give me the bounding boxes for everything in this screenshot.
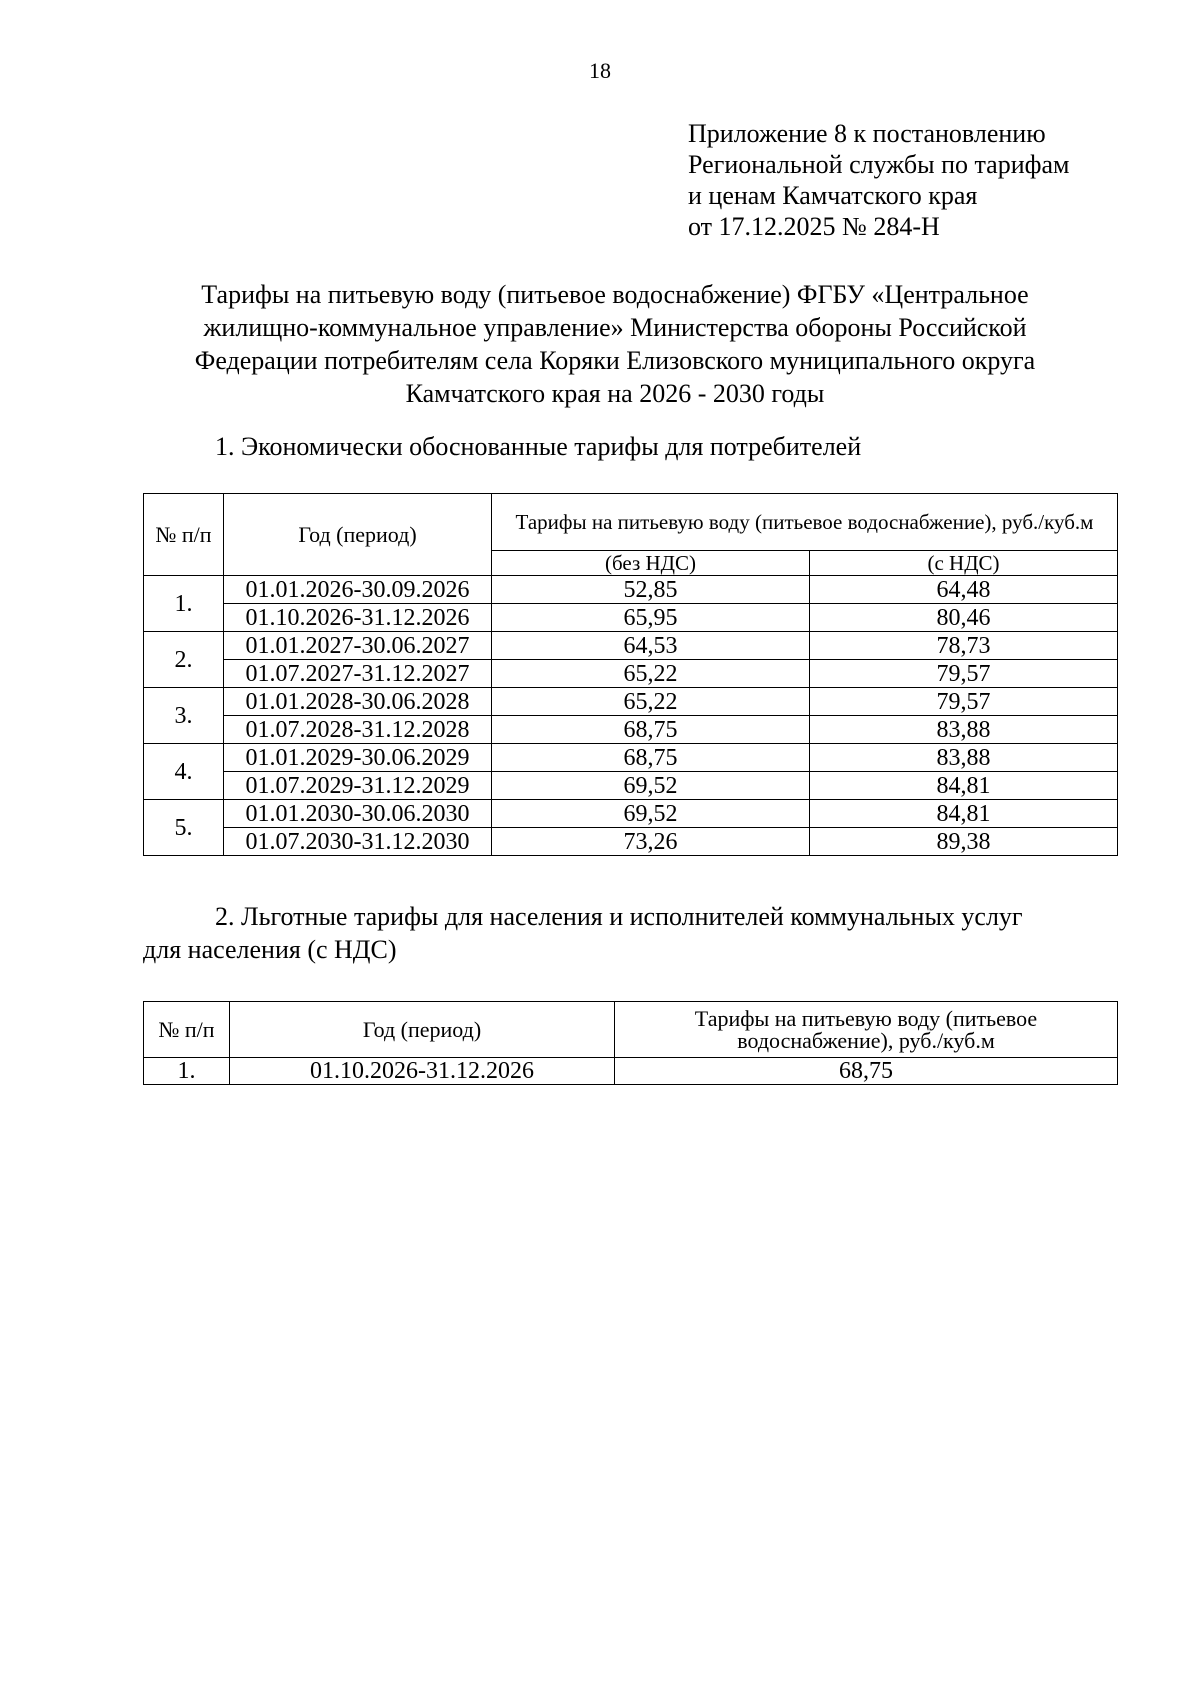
tariff-without-vat: 65,95 xyxy=(492,604,810,632)
tariff-value: 68,75 xyxy=(615,1058,1118,1085)
title-line: Камчатского края на 2026 - 2030 годы xyxy=(405,379,825,408)
tariff-with-vat: 83,88 xyxy=(810,744,1118,772)
row-number: 2. xyxy=(144,632,224,688)
tariff-with-vat: 83,88 xyxy=(810,716,1118,744)
col-header-tariff: Тарифы на питьевую воду (питьевое водоснабжение), руб./куб.м xyxy=(615,1002,1118,1058)
period-cell: 01.07.2028-31.12.2028 xyxy=(224,716,492,744)
tariff-without-vat: 52,85 xyxy=(492,576,810,604)
row-number: 1. xyxy=(144,576,224,632)
tariff-with-vat: 89,38 xyxy=(810,828,1118,856)
col-header-without-vat: (без НДС) xyxy=(492,551,810,576)
table-row xyxy=(144,772,1118,800)
period-cell: 01.01.2030-30.06.2030 xyxy=(224,800,492,828)
tariff-without-vat: 68,75 xyxy=(492,716,810,744)
tariff-without-vat: 69,52 xyxy=(492,772,810,800)
row-number: 1. xyxy=(144,1058,230,1085)
table-row xyxy=(144,604,1118,632)
period-cell: 01.01.2027-30.06.2027 xyxy=(224,632,492,660)
col-header-num: № п/п xyxy=(144,1002,230,1058)
col-header-tariff: Тарифы на питьевую воду (питьевое водоснабжение), руб./куб.м xyxy=(492,494,1118,551)
appendix-line: Приложение 8 к постановлению xyxy=(688,119,1046,148)
table-row xyxy=(144,716,1118,744)
tariff-with-vat: 79,57 xyxy=(810,688,1118,716)
tariff-without-vat: 64,53 xyxy=(492,632,810,660)
title-line: жилищно-коммунальное управление» Министерства обороны Российской xyxy=(203,313,1027,342)
tariff-without-vat: 68,75 xyxy=(492,744,810,772)
tariff-without-vat: 73,26 xyxy=(492,828,810,856)
document-title xyxy=(150,278,1080,410)
table-row xyxy=(144,660,1118,688)
appendix-line: Региональной службы по тарифам xyxy=(688,150,1070,179)
appendix-reference xyxy=(688,118,1069,242)
economic-tariffs-table xyxy=(143,493,1118,856)
period-cell: 01.07.2027-31.12.2027 xyxy=(224,660,492,688)
tariff-with-vat: 79,57 xyxy=(810,660,1118,688)
row-number: 4. xyxy=(144,744,224,800)
section1-heading: 1. Экономически обоснованные тарифы для потребителей xyxy=(215,432,862,461)
preferential-tariffs-table xyxy=(143,1001,1118,1085)
col-header-num: № п/п xyxy=(144,494,224,576)
period-cell: 01.10.2026-31.12.2026 xyxy=(230,1058,615,1085)
tariff-with-vat: 84,81 xyxy=(810,800,1118,828)
tariff-with-vat: 84,81 xyxy=(810,772,1118,800)
title-line: Тарифы на питьевую воду (питьевое водоснабжение) ФГБУ «Центральное xyxy=(201,280,1029,309)
row-number: 5. xyxy=(144,800,224,856)
tariff-without-vat: 65,22 xyxy=(492,660,810,688)
table-row xyxy=(144,828,1118,856)
table-row xyxy=(144,744,1118,772)
period-cell: 01.01.2026-30.09.2026 xyxy=(224,576,492,604)
table-row xyxy=(144,800,1118,828)
tariff-with-vat: 64,48 xyxy=(810,576,1118,604)
col-header-period: Год (период) xyxy=(230,1002,615,1058)
tariff-with-vat: 80,46 xyxy=(810,604,1118,632)
tariff-without-vat: 65,22 xyxy=(492,688,810,716)
appendix-line: и ценам Камчатского края xyxy=(688,181,978,210)
table-row xyxy=(144,1058,1118,1085)
period-cell: 01.07.2030-31.12.2030 xyxy=(224,828,492,856)
col-header-period: Год (период) xyxy=(224,494,492,576)
table-row xyxy=(144,688,1118,716)
section2-heading-line: для населения (с НДС) xyxy=(143,935,397,964)
appendix-line: от 17.12.2025 № 284-Н xyxy=(688,212,940,241)
period-cell: 01.07.2029-31.12.2029 xyxy=(224,772,492,800)
tariff-with-vat: 78,73 xyxy=(810,632,1118,660)
period-cell: 01.10.2026-31.12.2026 xyxy=(224,604,492,632)
title-line: Федерации потребителям села Коряки Елизовского муниципального округа xyxy=(194,346,1036,375)
period-cell: 01.01.2028-30.06.2028 xyxy=(224,688,492,716)
section2-heading xyxy=(143,900,1103,966)
page-number: 18 xyxy=(589,58,611,83)
period-cell: 01.01.2029-30.06.2029 xyxy=(224,744,492,772)
tariff-without-vat: 69,52 xyxy=(492,800,810,828)
row-number: 3. xyxy=(144,688,224,744)
col-header-with-vat: (с НДС) xyxy=(810,551,1118,576)
table-row xyxy=(144,576,1118,604)
section2-heading-line: 2. Льготные тарифы для населения и исполнителей коммунальных услуг xyxy=(215,902,1023,931)
table-row xyxy=(144,632,1118,660)
